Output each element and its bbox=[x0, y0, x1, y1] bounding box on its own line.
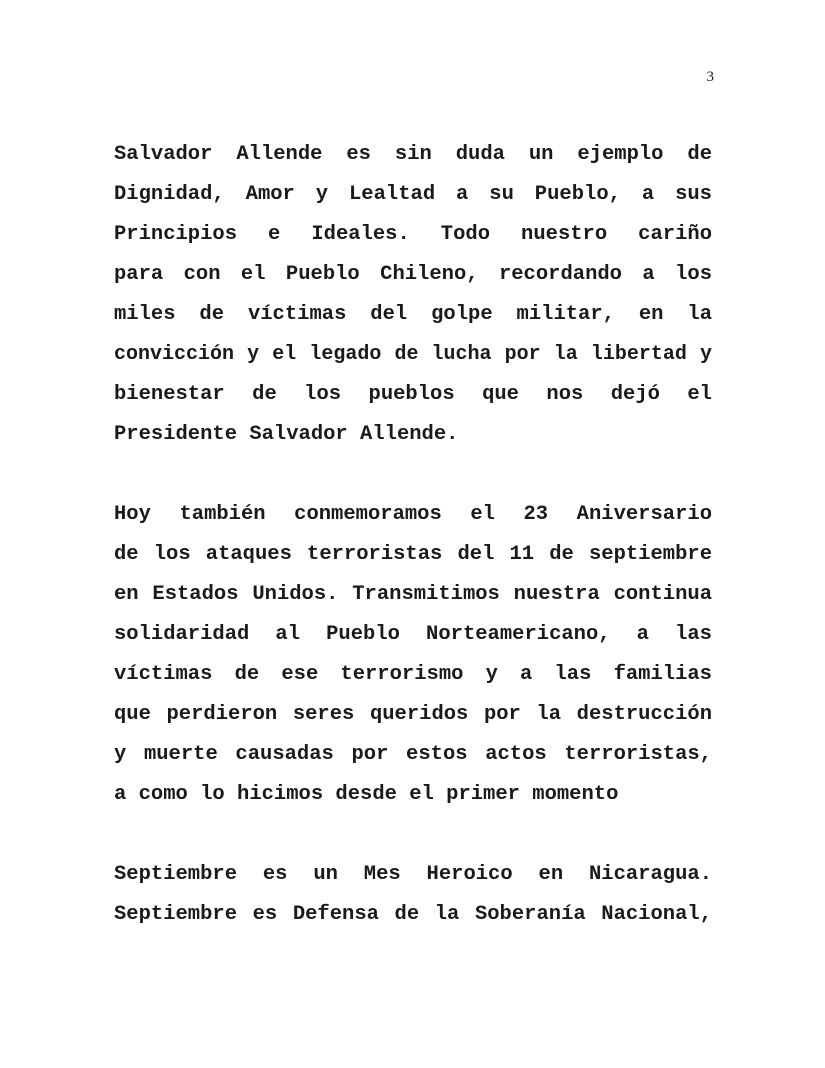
paragraph-nicaragua bbox=[114, 855, 712, 935]
text-line: Dignidad, Amor y Lealtad a su Pueblo, a sus bbox=[114, 183, 712, 206]
text-line: a como lo hicimos desde el primer momento bbox=[114, 783, 619, 806]
text-line: Hoy también conmemoramos el 23 Aniversario bbox=[114, 503, 712, 526]
text-line: de los ataques terroristas del 11 de septiembre bbox=[114, 543, 712, 566]
text-line: miles de víctimas del golpe militar, en la bbox=[114, 303, 712, 326]
text-line: víctimas de ese terrorismo y a las familias bbox=[114, 663, 712, 686]
text-line: Presidente Salvador Allende. bbox=[114, 423, 459, 446]
text-line: que perdieron seres queridos por la destrucción bbox=[114, 703, 712, 726]
text-line: en Estados Unidos. Transmitimos nuestra continua bbox=[114, 583, 712, 606]
text-line: solidaridad al Pueblo Norteamericano, a las bbox=[114, 623, 712, 646]
paragraph-allende bbox=[114, 135, 712, 455]
text-line: Salvador Allende es sin duda un ejemplo de bbox=[114, 143, 712, 166]
paragraph-september-11 bbox=[114, 495, 712, 815]
text-line: Septiembre es Defensa de la Soberanía Nacional, bbox=[114, 903, 712, 926]
text-line: bienestar de los pueblos que nos dejó el bbox=[114, 383, 712, 406]
text-line: y muerte causadas por estos actos terroristas, bbox=[114, 743, 712, 766]
page-number: 3 bbox=[706, 69, 714, 85]
text-line: Septiembre es un Mes Heroico en Nicaragua. bbox=[114, 863, 712, 886]
text-line: convicción y el legado de lucha por la libertad y bbox=[114, 343, 712, 366]
text-line: para con el Pueblo Chileno, recordando a los bbox=[114, 263, 712, 286]
text-line: Principios e Ideales. Todo nuestro cariño bbox=[114, 223, 712, 246]
